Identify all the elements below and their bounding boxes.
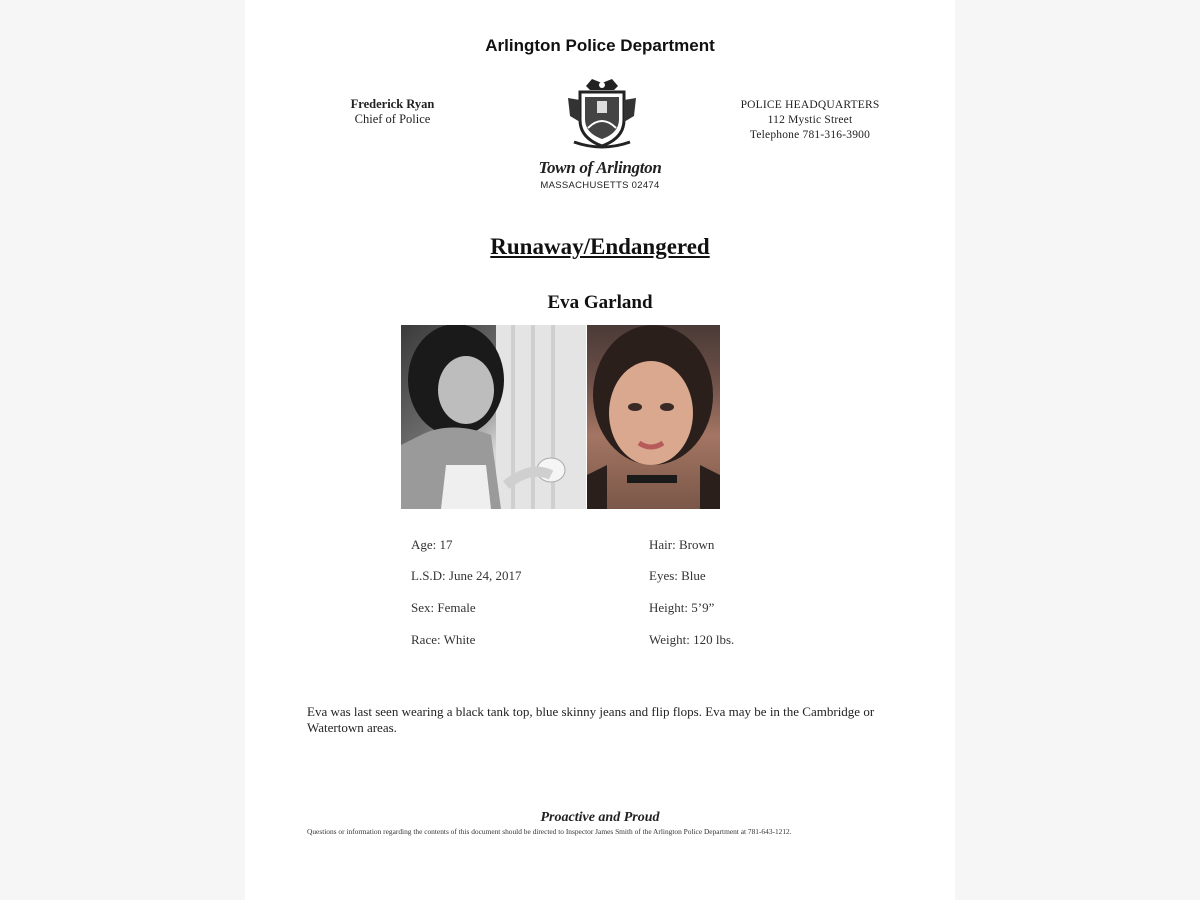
hq-address: 112 Mystic Street <box>767 114 853 126</box>
fact-weight: Weight: 120 lbs. <box>649 632 735 647</box>
contact-note: Questions or information regarding the contents of this document should be directed to Inspector James Smith of the Arlington Police Department at 781-643-1212. <box>307 827 792 836</box>
photo-color <box>587 325 720 509</box>
description-paragraph: Eva was last seen wearing a black tank top, blue skinny jeans and flip flops. Eva may be in the Cambridge or Watertown areas. <box>307 704 875 735</box>
fact-eyes: Eyes: Blue <box>649 568 706 583</box>
chief-block <box>330 97 455 127</box>
fact-sex: Sex: Female <box>411 600 476 615</box>
chief-name: Frederick Ryan <box>350 97 435 111</box>
hq-title: POLICE HEADQUARTERS <box>740 99 880 111</box>
state-zip: MASSACHUSETTS 02474 <box>540 180 660 191</box>
fact-height: Height: 5’9” <box>649 600 715 615</box>
fact-race: Race: White <box>411 632 476 647</box>
notice-headline: Runaway/Endangered <box>490 234 710 259</box>
chief-title: Chief of Police <box>354 112 431 126</box>
town-seal-icon <box>566 76 638 152</box>
photo-grayscale <box>401 325 586 509</box>
headquarters-block <box>725 98 895 143</box>
fact-hair: Hair: Brown <box>649 537 715 552</box>
town-name: Town of Arlington <box>538 158 662 177</box>
fact-age: Age: 17 <box>411 537 453 552</box>
hq-telephone: Telephone 781-316-3900 <box>749 129 871 141</box>
person-name: Eva Garland <box>547 292 653 313</box>
fact-lsd: L.S.D: June 24, 2017 <box>411 568 522 583</box>
motto: Proactive and Proud <box>540 810 660 825</box>
department-title: Arlington Police Department <box>485 36 715 55</box>
